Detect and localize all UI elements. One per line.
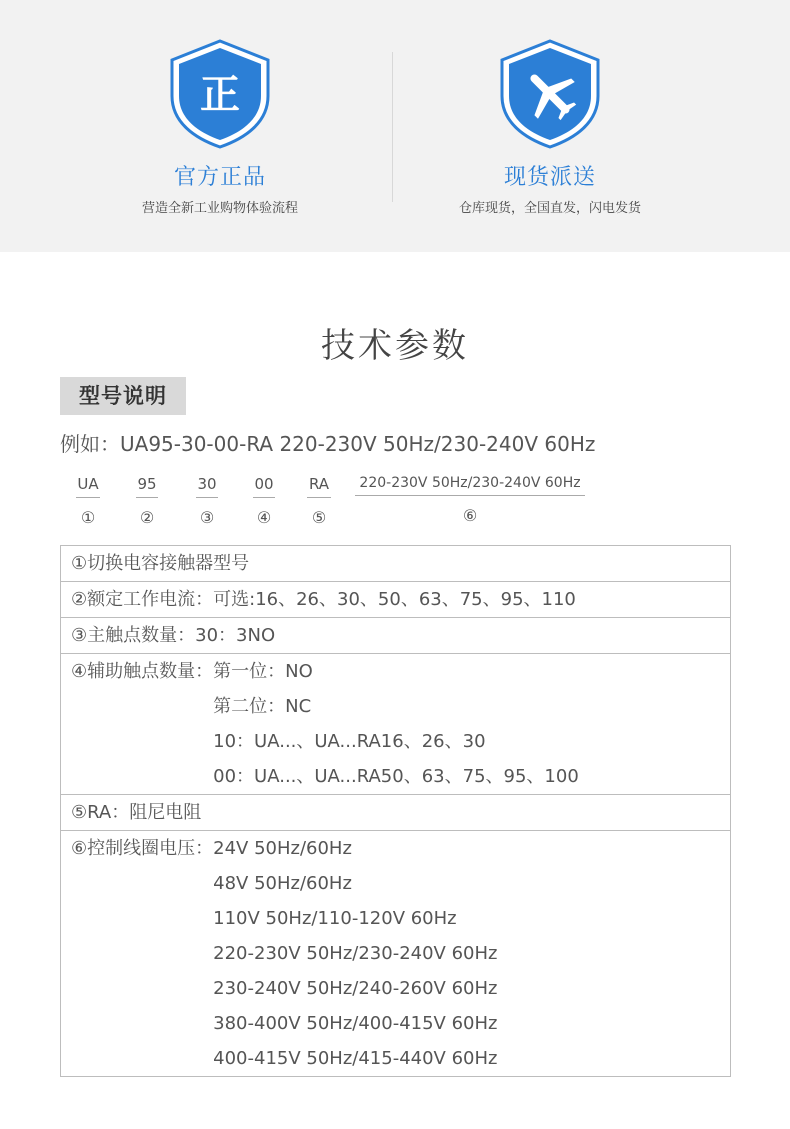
code-part-5 xyxy=(307,475,331,527)
authentic-badge xyxy=(90,38,350,216)
spec-value: 380-400V 50Hz/400-415V 60Hz xyxy=(213,1013,498,1034)
shield-airplane-icon xyxy=(498,38,602,150)
delivery-badge xyxy=(420,38,680,216)
delivery-title: 现货派送 xyxy=(503,165,596,190)
spec-value: 00：UA...、UA...RA50、63、75、95、100 xyxy=(213,766,579,787)
spec-key: ④辅助触点数量： xyxy=(71,661,214,682)
code-part-number: ② xyxy=(139,508,155,527)
spec-row-current xyxy=(61,582,731,618)
spec-value: 第一位：NO xyxy=(213,661,313,682)
code-part-label: 95 xyxy=(136,475,158,498)
code-part-1 xyxy=(76,475,100,527)
spec-value: 110V 50Hz/110-120V 60Hz xyxy=(213,908,457,929)
spec-text: ③主触点数量：30：3NO xyxy=(71,625,276,646)
code-part-label: RA xyxy=(307,475,331,498)
code-part-label: 220-230V 50Hz/230-240V 60Hz xyxy=(355,475,585,496)
spec-text: ⑤RA：阻尼电阻 xyxy=(71,802,202,823)
code-part-6 xyxy=(355,475,585,525)
code-part-3 xyxy=(196,475,218,527)
spec-row-main-contacts xyxy=(61,618,731,654)
spec-text: ①切换电容接触器型号 xyxy=(71,553,250,574)
banner-divider xyxy=(392,52,393,202)
spec-key: ⑥控制线圈电压： xyxy=(71,838,214,859)
model-example: 例如：UA95-30-00-RA 220-230V 50Hz/230-240V 60Hz xyxy=(60,432,596,456)
spec-row-damping xyxy=(61,795,731,831)
code-part-label: 30 xyxy=(196,475,218,498)
code-part-number: ⑥ xyxy=(462,506,478,525)
spec-text: ②额定工作电流：可选:16、26、30、50、63、75、95、110 xyxy=(71,589,576,610)
spec-value: 400-415V 50Hz/415-440V 60Hz xyxy=(213,1048,498,1069)
code-part-number: ① xyxy=(80,508,96,527)
spec-row-aux-contacts xyxy=(61,654,731,795)
spec-row-model xyxy=(61,546,731,582)
spec-row-coil-voltage xyxy=(61,831,731,1077)
code-part-number: ⑤ xyxy=(311,508,327,527)
spec-value: 24V 50Hz/60Hz xyxy=(213,838,352,859)
spec-value: 10：UA...、UA...RA16、26、30 xyxy=(213,731,486,752)
code-part-2 xyxy=(136,475,158,527)
code-part-4 xyxy=(253,475,275,527)
authentic-title: 官方正品 xyxy=(173,165,266,190)
spec-table xyxy=(60,545,731,1077)
spec-value: 220-230V 50Hz/230-240V 60Hz xyxy=(213,943,498,964)
code-part-number: ④ xyxy=(256,508,272,527)
shield-zheng-icon xyxy=(168,38,272,150)
spec-value: 48V 50Hz/60Hz xyxy=(213,873,352,894)
spec-value: 230-240V 50Hz/240-260V 60Hz xyxy=(213,978,498,999)
delivery-subtitle: 仓库现货，全国直发，闪电发货 xyxy=(458,201,641,216)
service-banner xyxy=(0,0,790,252)
model-heading: 型号说明 xyxy=(60,377,186,415)
shield-glyph: 正 xyxy=(200,72,240,118)
code-part-number: ③ xyxy=(199,508,215,527)
authentic-subtitle: 营造全新工业购物体验流程 xyxy=(141,201,298,216)
spec-value: 第二位：NC xyxy=(213,696,312,717)
section-title: 技术参数 xyxy=(321,326,469,366)
code-part-label: 00 xyxy=(253,475,275,498)
code-part-label: UA xyxy=(76,475,100,498)
